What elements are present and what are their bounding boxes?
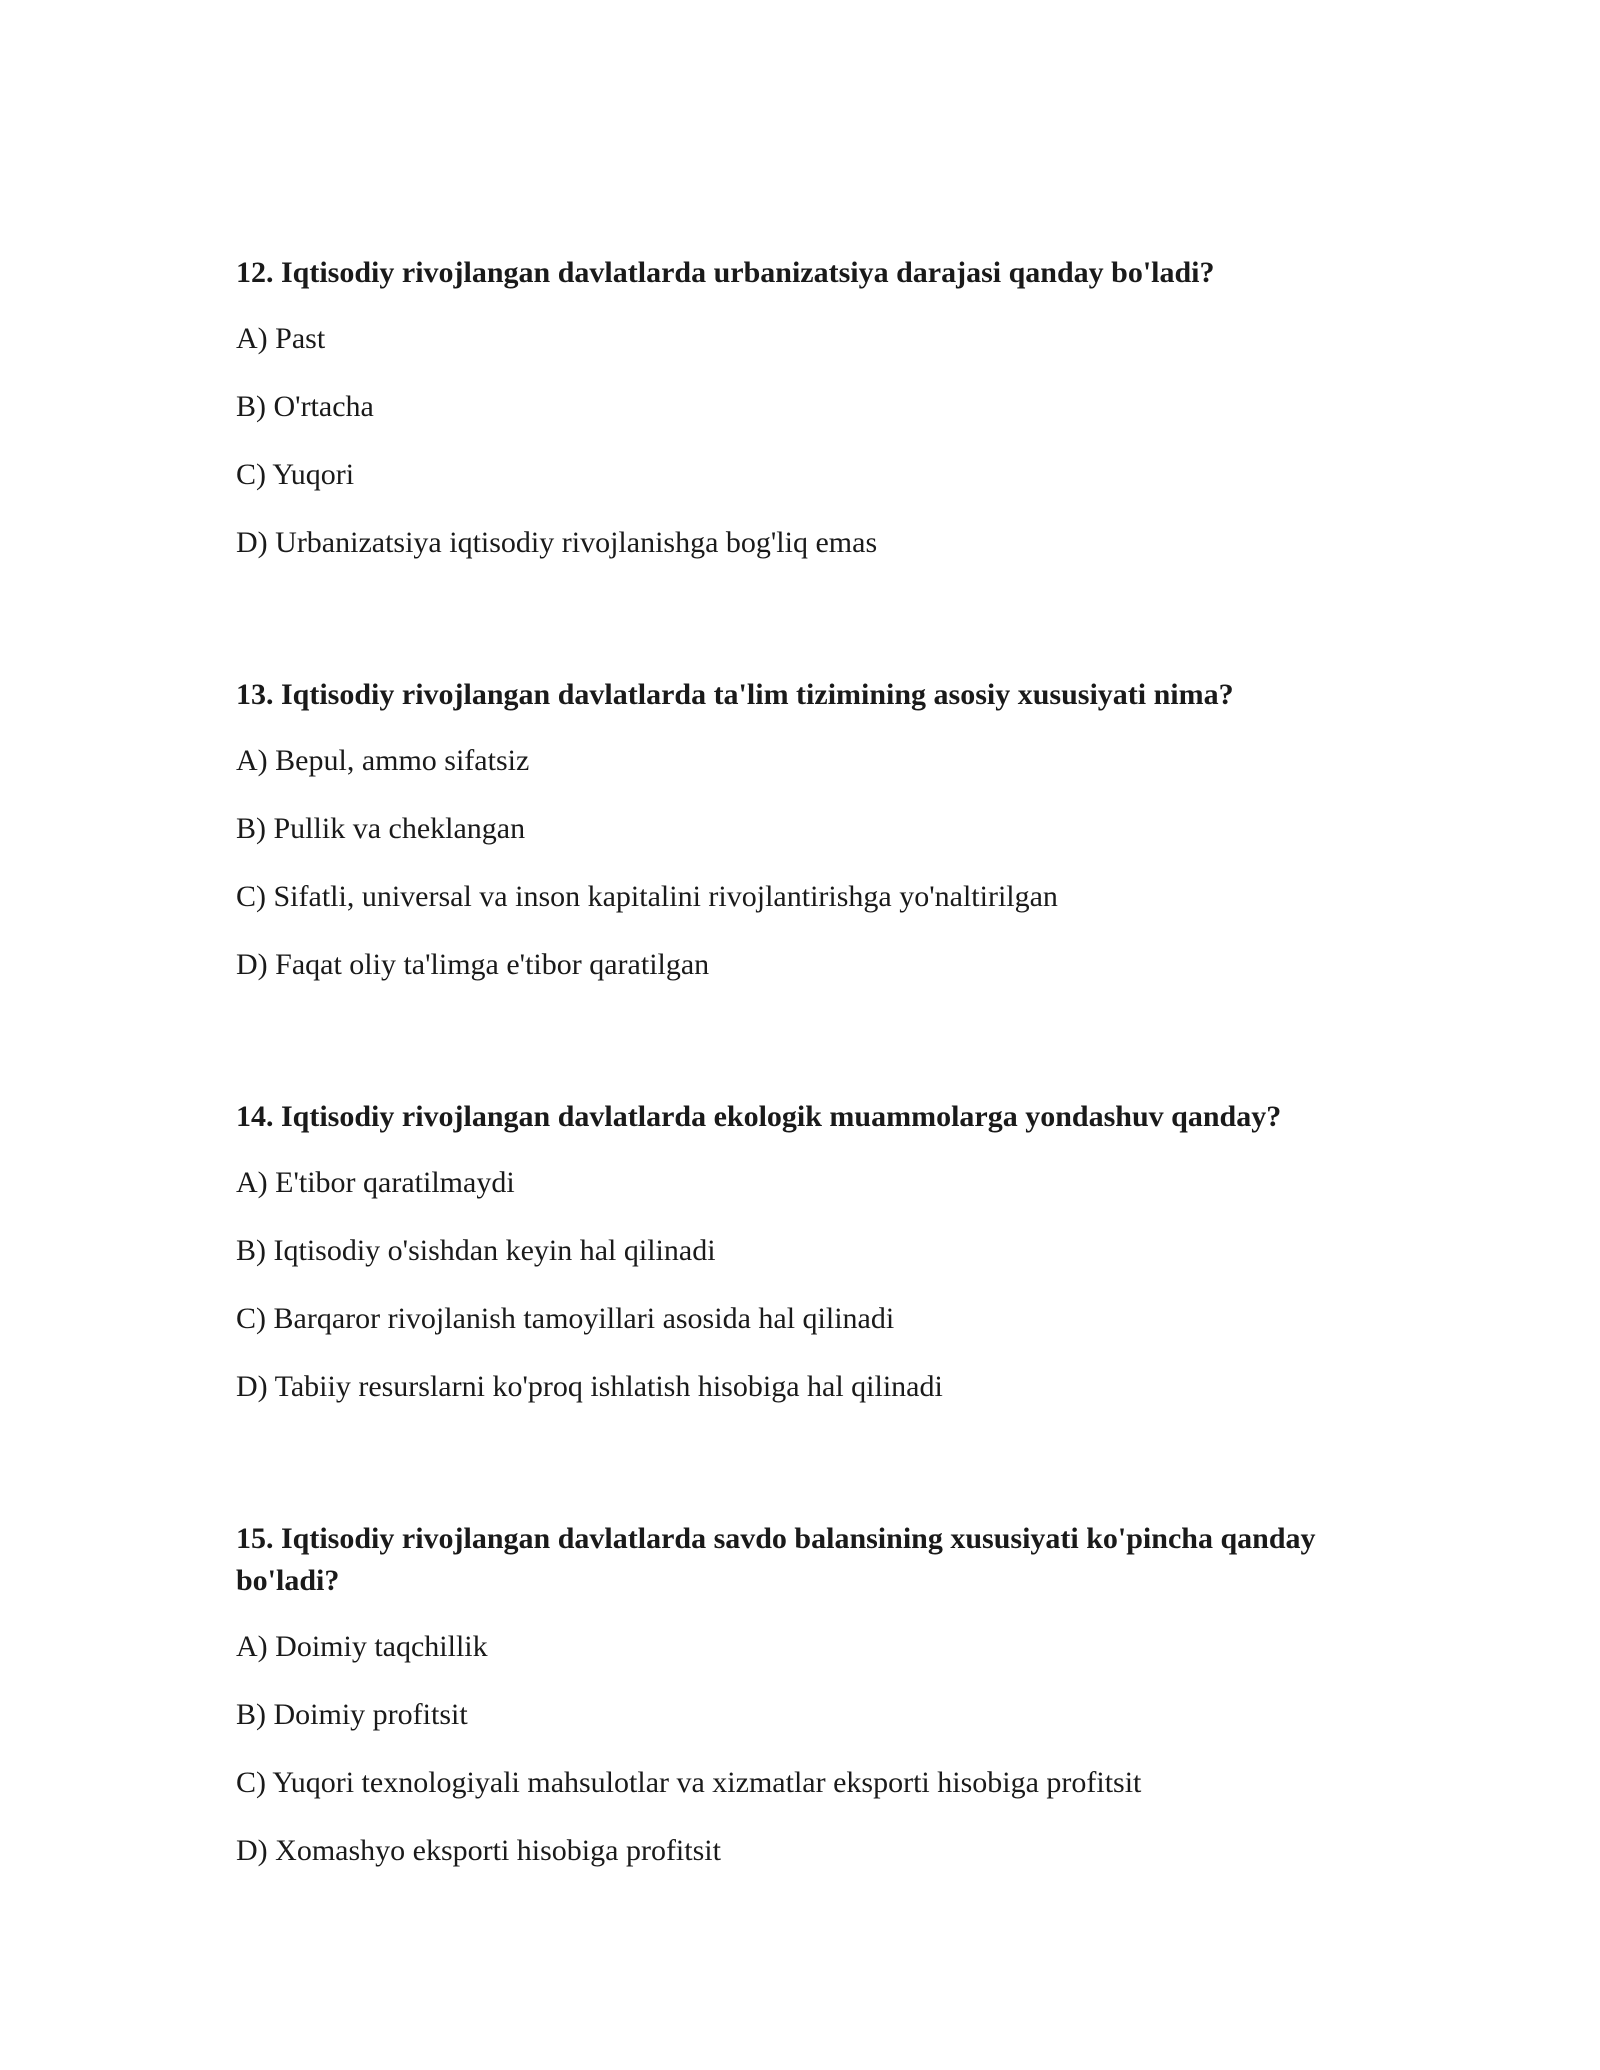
option-a: A) Doimiy taqchillik (236, 1630, 488, 1663)
question-13 (236, 674, 1406, 986)
question-title: 14. Iqtisodiy rivojlangan davlatlarda ekologik muammolarga yondashuv qanday? (236, 1100, 1282, 1133)
question-spacer (236, 1012, 1406, 1096)
option-d: D) Tabiiy resurslarni ko'proq ishlatish hisobiga hal qilinadi (236, 1370, 943, 1403)
option-c: C) Sifatli, universal va inson kapitalini rivojlantirishga yo'naltirilgan (236, 880, 1058, 913)
question-14 (236, 1096, 1406, 1408)
option-b: B) Pullik va cheklangan (236, 812, 526, 845)
option-d: D) Urbanizatsiya iqtisodiy rivojlanishga bog'liq emas (236, 526, 878, 559)
option-b: B) O'rtacha (236, 390, 374, 423)
question-spacer (236, 590, 1406, 674)
option-a: A) Bepul, ammo sifatsiz (236, 744, 530, 777)
option-d: D) Xomashyo eksporti hisobiga profitsit (236, 1834, 721, 1867)
question-15 (236, 1518, 1406, 1872)
question-title: 12. Iqtisodiy rivojlangan davlatlarda urbanizatsiya darajasi qanday bo'ladi? (236, 256, 1215, 289)
question-title: 13. Iqtisodiy rivojlangan davlatlarda ta'lim tizimining asosiy xususiyati nima? (236, 678, 1234, 711)
question-title: 15. Iqtisodiy rivojlangan davlatlarda savdo balansining xususiyati ko'pincha qanday bo'ladi? (236, 1522, 1316, 1597)
option-c: C) Yuqori (236, 458, 355, 491)
option-c: C) Yuqori texnologiyali mahsulotlar va xizmatlar eksporti hisobiga profitsit (236, 1766, 1142, 1799)
option-d: D) Faqat oliy ta'limga e'tibor qaratilgan (236, 948, 710, 981)
question-12 (236, 252, 1406, 564)
option-c: C) Barqaror rivojlanish tamoyillari asosida hal qilinadi (236, 1302, 895, 1335)
option-b: B) Doimiy profitsit (236, 1698, 468, 1731)
option-b: B) Iqtisodiy o'sishdan keyin hal qilinadi (236, 1234, 716, 1267)
option-a: A) Past (236, 322, 326, 355)
question-list (236, 252, 1406, 1898)
option-a: A) E'tibor qaratilmaydi (236, 1166, 515, 1199)
question-spacer (236, 1434, 1406, 1518)
